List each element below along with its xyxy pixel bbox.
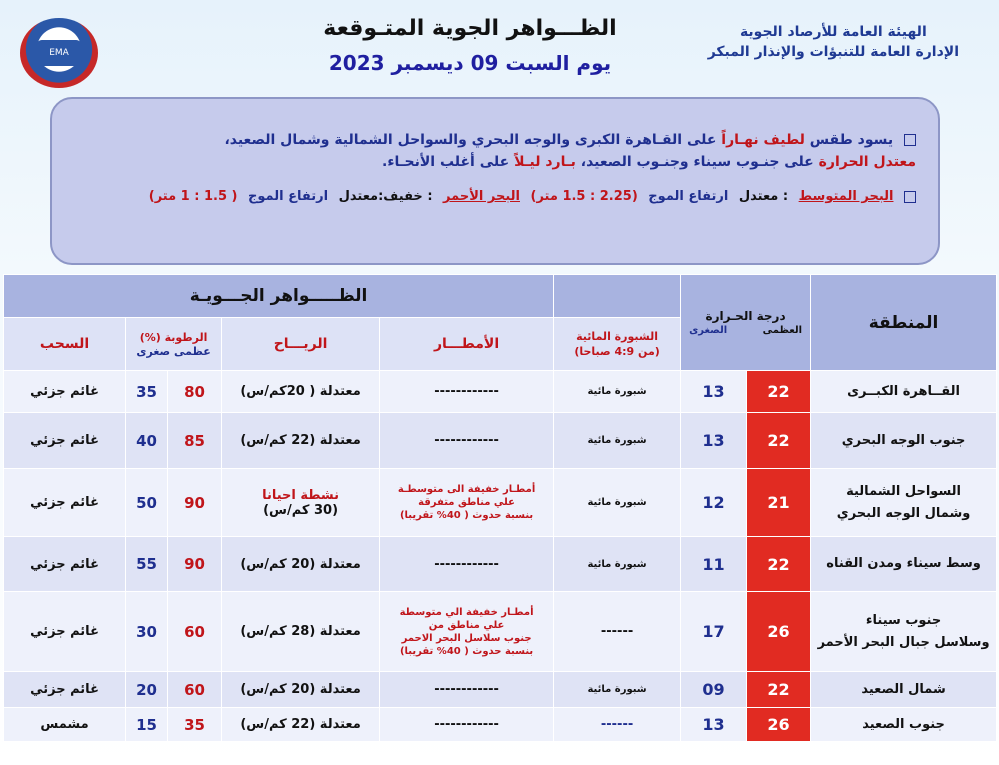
clouds-cell: غائم جزئي bbox=[4, 672, 126, 708]
humidity-max-cell: 60 bbox=[168, 672, 222, 708]
header-blank bbox=[554, 275, 681, 318]
summary-text: على جنـوب سيناء وجنـوب الصعيد، bbox=[580, 154, 814, 170]
mediterranean-label: البحر المتوسط bbox=[798, 189, 894, 204]
temp-max-cell: 22 bbox=[747, 413, 811, 469]
table-row bbox=[4, 592, 997, 672]
humidity-min-cell: 55 bbox=[126, 537, 168, 592]
region-cell bbox=[811, 592, 997, 672]
summary-box bbox=[50, 97, 940, 265]
table-row bbox=[4, 469, 997, 537]
temp-max-cell: 26 bbox=[747, 708, 811, 742]
fog-cell: شبورة مائية bbox=[554, 371, 681, 413]
region-line: السواحل الشمالية bbox=[846, 483, 962, 499]
temp-label: درجة الحـرارة bbox=[705, 309, 786, 323]
header-wind: الريـــاح bbox=[222, 318, 380, 371]
humidity-max-cell: 90 bbox=[168, 537, 222, 592]
ema-logo bbox=[20, 18, 98, 88]
wave-label: ارتفاع الموج bbox=[248, 189, 329, 204]
summary-highlight: لطيف نهـاراً bbox=[721, 132, 805, 148]
red-sea-wave: ( 1.5 : 1 متر) bbox=[148, 189, 238, 204]
region-cell: جنوب الوجه البحري bbox=[811, 413, 997, 469]
org-name: الهيئة العامة للأرصاد الجوية bbox=[739, 24, 927, 40]
rain-cell bbox=[380, 469, 554, 537]
summary-text: يسود طقس bbox=[809, 132, 894, 148]
fog-label: الشبورة المائية bbox=[576, 330, 658, 343]
temp-min-cell: 13 bbox=[681, 413, 747, 469]
temp-max-cell: 22 bbox=[747, 672, 811, 708]
table-row bbox=[4, 413, 997, 469]
rain-line: جنوب سلاسل البحر الاحمر bbox=[401, 632, 532, 644]
region-cell bbox=[811, 469, 997, 537]
clouds-cell: غائم جزئي bbox=[4, 371, 126, 413]
humidity-label: الرطوبة (%) bbox=[139, 331, 208, 344]
wind-cell: معتدلة (22 كم/س) bbox=[222, 413, 380, 469]
temp-min-cell: 09 bbox=[681, 672, 747, 708]
fog-cell: شبورة مائية bbox=[554, 469, 681, 537]
wind-line: (30 كم/س) bbox=[263, 502, 339, 518]
temp-max-cell: 21 bbox=[747, 469, 811, 537]
rain-line: بنسبة حدوث ( 40% تقريبا) bbox=[399, 510, 534, 521]
humidity-sub-label: عظمى صغرى bbox=[136, 345, 211, 358]
rain-line: بنسبة حدوث ( 40% تقريبا) bbox=[399, 645, 534, 657]
sea-state-line bbox=[74, 189, 916, 204]
wind-cell: معتدلة (20 كم/س) bbox=[222, 537, 380, 592]
region-line: جنوب سيناء bbox=[865, 612, 942, 628]
red-sea-state: : خفيف:معتدل bbox=[338, 189, 433, 204]
region-cell: جنوب الصعيد bbox=[811, 708, 997, 742]
rain-cell: ------------ bbox=[380, 708, 554, 742]
clouds-cell: غائم جزئي bbox=[4, 537, 126, 592]
rain-cell: ------------ bbox=[380, 672, 554, 708]
summary-text: على القـاهرة الكبرى والوجه البحري والسواحل الشمالية وشمال الصعيد، bbox=[224, 132, 717, 148]
fog-cell: شبورة مائية bbox=[554, 413, 681, 469]
temp-max-cell: 26 bbox=[747, 592, 811, 672]
fog-cell: ------ bbox=[554, 708, 681, 742]
table-row bbox=[4, 708, 997, 742]
wind-line: نشطة احيانا bbox=[262, 487, 340, 503]
rain-line: أمطـار خفيفة الي متوسطة bbox=[399, 606, 534, 618]
rain-cell: ------------ bbox=[380, 371, 554, 413]
fog-cell: شبورة مائية bbox=[554, 672, 681, 708]
temp-min-label: الصغرى bbox=[689, 325, 728, 336]
table-row bbox=[4, 371, 997, 413]
header-rain: الأمطـــار bbox=[380, 318, 554, 371]
wind-cell: معتدلة (28 كم/س) bbox=[222, 592, 380, 672]
summary-text: على أغلب الأنحـاء. bbox=[382, 154, 510, 170]
temp-max-cell: 22 bbox=[747, 371, 811, 413]
humidity-min-cell: 50 bbox=[126, 469, 168, 537]
humidity-max-cell: 90 bbox=[168, 469, 222, 537]
humidity-min-cell: 20 bbox=[126, 672, 168, 708]
checkbox-bullet-icon bbox=[904, 191, 916, 203]
forecast-table bbox=[3, 274, 997, 742]
mediterranean-state: : معتدل bbox=[738, 189, 789, 204]
header-clouds: السحب bbox=[4, 318, 126, 371]
rain-line: أمطـار خفيفة الى متوسطـة bbox=[397, 484, 536, 495]
rain-cell: ------------ bbox=[380, 413, 554, 469]
region-cell: القــاهرة الكبــرى bbox=[811, 371, 997, 413]
logo-emblem-icon: EMA bbox=[36, 40, 82, 66]
wind-cell bbox=[222, 469, 380, 537]
organization-header bbox=[708, 22, 959, 62]
temp-min-cell: 13 bbox=[681, 708, 747, 742]
humidity-min-cell: 35 bbox=[126, 371, 168, 413]
humidity-max-cell: 35 bbox=[168, 708, 222, 742]
region-cell: شمال الصعيد bbox=[811, 672, 997, 708]
clouds-cell: غائم جزئي bbox=[4, 592, 126, 672]
header-phenomena: الظـــــواهر الجـــويـة bbox=[4, 275, 554, 318]
header-humidity bbox=[126, 318, 222, 371]
fog-cell: شبورة مائية bbox=[554, 537, 681, 592]
temp-max-label: العظمى bbox=[762, 325, 803, 336]
summary-line-2 bbox=[74, 151, 916, 173]
temp-max-cell: 22 bbox=[747, 537, 811, 592]
humidity-min-cell: 15 bbox=[126, 708, 168, 742]
checkbox-bullet-icon bbox=[904, 134, 916, 146]
red-sea-label: البحر الأحمر bbox=[443, 189, 520, 204]
wave-label: ارتفاع الموج bbox=[648, 189, 729, 204]
mediterranean-wave: (2.25 : 1.5 متر) bbox=[530, 189, 638, 204]
humidity-max-cell: 80 bbox=[168, 371, 222, 413]
page-header bbox=[290, 14, 650, 78]
org-department: الإدارة العامة للتنبؤات والإنذار المبكر bbox=[707, 44, 959, 60]
region-line: وشمال الوجه البحري bbox=[836, 505, 971, 521]
clouds-cell: مشمس bbox=[4, 708, 126, 742]
header-temperature bbox=[681, 275, 811, 371]
fog-cell: ------ bbox=[554, 592, 681, 672]
summary-line-1 bbox=[74, 129, 916, 151]
wind-cell: معتدلة (20 كم/س) bbox=[222, 672, 380, 708]
humidity-min-cell: 40 bbox=[126, 413, 168, 469]
rain-cell: ------------ bbox=[380, 537, 554, 592]
humidity-max-cell: 85 bbox=[168, 413, 222, 469]
temp-min-cell: 12 bbox=[681, 469, 747, 537]
rain-line: علي مناطق متفرقة bbox=[418, 497, 515, 508]
humidity-min-cell: 30 bbox=[126, 592, 168, 672]
temp-min-cell: 11 bbox=[681, 537, 747, 592]
temp-min-cell: 13 bbox=[681, 371, 747, 413]
header-region: المنطقة bbox=[811, 275, 997, 371]
temp-min-cell: 17 bbox=[681, 592, 747, 672]
forecast-date: يوم السبت 09 ديسمبر 2023 bbox=[328, 51, 612, 75]
wind-cell: معتدلة ( 20كم/س) bbox=[222, 371, 380, 413]
summary-highlight: معتدل الحرارة bbox=[818, 154, 916, 170]
humidity-max-cell: 60 bbox=[168, 592, 222, 672]
fog-time-label: (من 4:9 صباحا) bbox=[574, 345, 660, 358]
table-row bbox=[4, 672, 997, 708]
region-line: وسلاسل جبال البحر الأحمر bbox=[817, 634, 990, 650]
clouds-cell: غائم جزئي bbox=[4, 469, 126, 537]
rain-cell bbox=[380, 592, 554, 672]
summary-highlight: بـارد ليـلاً bbox=[514, 154, 576, 170]
table-row bbox=[4, 537, 997, 592]
page-title: الظـــواهر الجوية المتـوقعة bbox=[323, 16, 617, 41]
region-cell: وسط سيناء ومدن القناه bbox=[811, 537, 997, 592]
wind-cell: معتدلة (22 كم/س) bbox=[222, 708, 380, 742]
clouds-cell: غائم جزئي bbox=[4, 413, 126, 469]
header-fog bbox=[554, 318, 681, 371]
rain-line: علي مناطق من bbox=[428, 619, 505, 631]
